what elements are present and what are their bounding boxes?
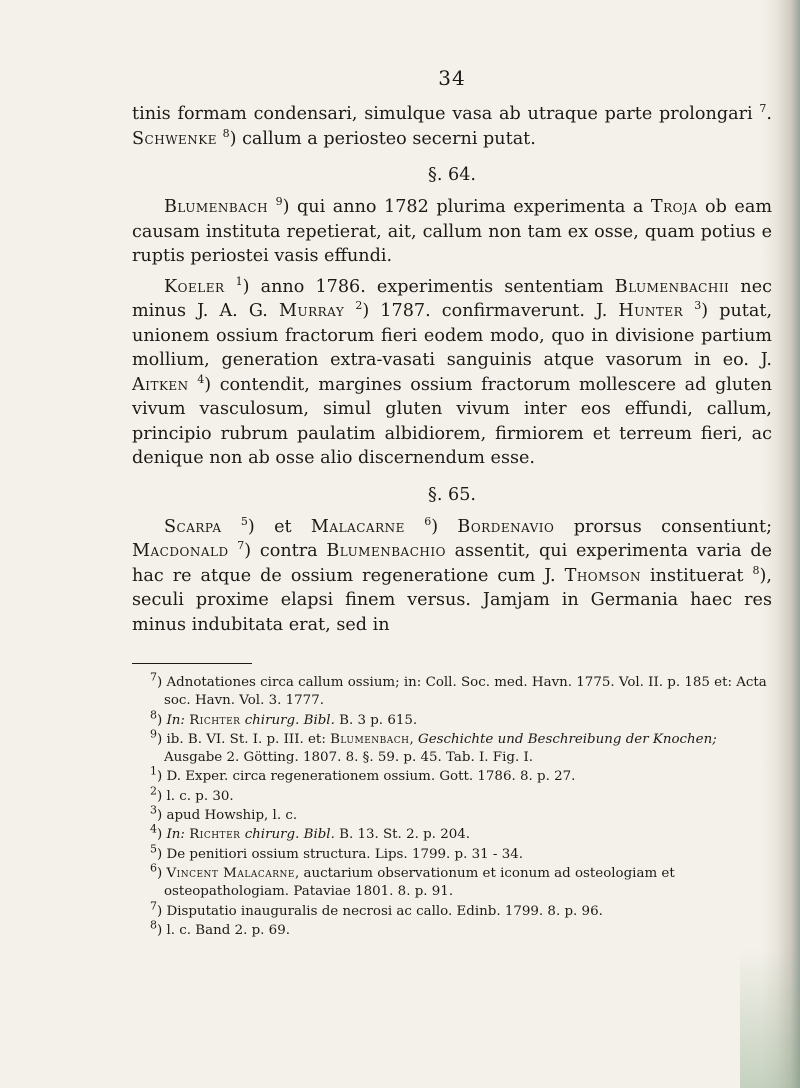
footnote-ref: 9 — [275, 195, 283, 209]
footnote-rule — [132, 663, 252, 664]
page-content — [132, 66, 772, 940]
text-run: Ausgabe 2. Götting. 1807. 8. §. 59. p. 45. Tab. I. Fig. I. — [164, 750, 534, 766]
italic-run: chirurg. Bibl. — [244, 712, 335, 728]
author-name: Blumenbachii — [614, 276, 730, 297]
text-run: instituerat — [641, 565, 753, 586]
paragraph — [132, 515, 772, 638]
page-number: 34 — [438, 66, 466, 90]
text-run: ) — [157, 827, 167, 843]
footnote-mark: 8 — [150, 708, 157, 722]
author-name: Vincent Malacarne — [166, 865, 295, 881]
author-name: Thomson — [564, 565, 641, 586]
footnote-mark: 5 — [150, 842, 157, 856]
text-run: ) ib. B. VI. St. I. p. III. et: — [157, 731, 331, 747]
text-run: ) — [157, 865, 167, 881]
text-run: ) De penitiori ossium structura. Lips. 1799. p. 31 - 34. — [157, 846, 523, 862]
italic-run: Geschichte und Beschreibung der Knochen; — [418, 731, 717, 747]
author-name: Richter — [189, 712, 241, 728]
text-run: ) putat, unionem ossium fractorum fieri eodem modo, quo in divisione partium mollium, generation extra-vasati sanguinis atque vasorum in eo. J. — [132, 301, 773, 370]
author-name: Scarpa — [164, 516, 222, 537]
text-run: ), seculi proxime elapsi finem versus. Jamjam in Germania haec res minus indubitata erat, sed in — [132, 565, 772, 635]
text-run — [229, 541, 238, 561]
paragraph — [132, 275, 772, 471]
footnote-ref: 7 — [759, 102, 767, 116]
page-stain — [740, 948, 800, 1088]
footnote-ref: 7 — [237, 539, 245, 553]
author-name: Koeler — [164, 276, 225, 297]
footnote — [132, 918, 772, 940]
text-run: ) — [431, 516, 458, 537]
footnote — [132, 765, 772, 786]
italic-run: In: — [166, 712, 185, 728]
footnote-ref: 6 — [424, 514, 432, 528]
author-name: Bordenavio — [457, 516, 555, 537]
author-name: Blumenbach — [330, 731, 410, 747]
text-run: . — [766, 104, 772, 124]
author-name: Schwenke — [132, 128, 218, 149]
author-name: Blumenbach — [164, 197, 269, 217]
footnote-mark: 6 — [150, 861, 157, 875]
footnote — [132, 670, 772, 711]
text-run — [189, 375, 198, 395]
text-run — [225, 277, 236, 297]
section-heading: §. 65. — [428, 484, 476, 505]
italic-run: In: — [166, 827, 185, 843]
footnote-mark: 8 — [150, 918, 157, 932]
text-run: ) qui anno 1782 plurima experimenta a — [282, 197, 651, 217]
italic-run: chirurg. Bibl. — [244, 827, 335, 843]
footnote-ref: 8 — [222, 126, 230, 140]
text-run: ) callum a periosteo secerni putat. — [229, 128, 536, 149]
footnote-ref: 5 — [240, 514, 248, 528]
footnote-ref: 4 — [197, 372, 205, 386]
author-name: Richter — [189, 827, 241, 843]
footnote-mark: 9 — [150, 727, 157, 741]
section-heading: §. 64. — [428, 165, 476, 185]
author-name: Malacarne — [310, 516, 405, 537]
footnote-mark: 2 — [150, 784, 157, 798]
text-run — [268, 197, 276, 217]
footnote-ref: 2 — [355, 299, 363, 313]
text-run: ) Adnotationes circa callum ossium; in: Coll. Soc. med. Havn. 1775. Vol. II. p. 185 et: Acta soc. Havn. Vol. 3. 1777. — [157, 675, 767, 709]
body-text — [132, 102, 772, 637]
text-run: ) contra — [244, 541, 327, 561]
text-run: assentit, qui experimenta varia de hac re atque de ossium regeneratione cum J. — [132, 541, 773, 586]
author-name: Macdonald — [132, 541, 229, 561]
text-run: ) D. Exper. circa regenerationem ossium. Gott. 1786. 8. p. 27. — [157, 769, 576, 785]
footnote-mark: 4 — [150, 822, 157, 836]
text-run: ) 1787. confirmaverunt. J. — [362, 301, 619, 321]
footnote-mark: 7 — [150, 670, 157, 684]
footnote-mark: 3 — [150, 803, 157, 817]
text-run: nec minus J. A. G. — [132, 276, 772, 321]
text-run: tinis formam condensari, simulque vasa ab utraque parte prolongari — [132, 104, 760, 124]
author-name: Troja — [650, 197, 698, 217]
footnote — [132, 803, 772, 825]
text-run: ) anno 1786. experimentis sententiam — [242, 276, 615, 297]
text-run: ) et — [247, 516, 311, 537]
text-run: prorsus consentiunt; — [554, 516, 773, 537]
footnote — [132, 822, 772, 844]
footnote-ref: 1 — [235, 274, 243, 288]
text-run: B. 3 p. 615. — [334, 712, 418, 728]
text-run: ob eam causam instituta repetierat, ait, callum non tam ex osse, quam potius e ruptis periostei vasis effundi. — [132, 197, 773, 266]
paragraph — [132, 195, 772, 269]
text-run — [405, 517, 424, 537]
text-run: B. 13. St. 2. p. 204. — [334, 827, 471, 843]
footnote — [132, 842, 772, 864]
footnote — [132, 899, 772, 921]
text-run: ) Disputatio inauguralis de necrosi ac callo. Edinb. 1799. 8. p. 96. — [157, 903, 603, 919]
text-run: ) contendit, margines ossium fractorum mollescere ad gluten vivum vasculosum, simul gluten vivum inter eos effundi, callum, principio rubrum paulatim albidiorem, firmiorem et terreum fieri, ac denique non ab osse alio discernendum esse. — [132, 374, 772, 468]
author-name: Aitken — [132, 374, 189, 395]
footnote — [132, 708, 772, 730]
footnote-mark: 1 — [150, 765, 157, 779]
text-run: ) — [157, 712, 167, 728]
text-run: , — [409, 731, 419, 747]
footnotes — [132, 670, 772, 940]
author-name: Blumenbachio — [326, 541, 446, 561]
footnote — [132, 784, 772, 806]
text-run: ) l. c. p. 30. — [157, 788, 234, 804]
paragraph — [132, 102, 772, 151]
footnote-mark: 7 — [150, 899, 157, 913]
text-run — [683, 301, 694, 321]
footnote — [132, 861, 772, 902]
text-run — [344, 301, 355, 321]
author-name: Hunter — [618, 301, 684, 321]
text-run: ) l. c. Band 2. p. 69. — [157, 922, 290, 938]
footnote-ref: 3 — [694, 299, 702, 313]
text-run: , auctarium observationum et iconum ad osteologiam et osteopathologiam. Pataviae 1801. 8. p. 91. — [164, 865, 675, 900]
text-run: ) apud Howship, l. c. — [157, 808, 298, 824]
footnote — [132, 727, 772, 768]
footnote-ref: 8 — [752, 563, 760, 577]
author-name: Murray — [278, 301, 345, 321]
text-run — [222, 517, 241, 537]
